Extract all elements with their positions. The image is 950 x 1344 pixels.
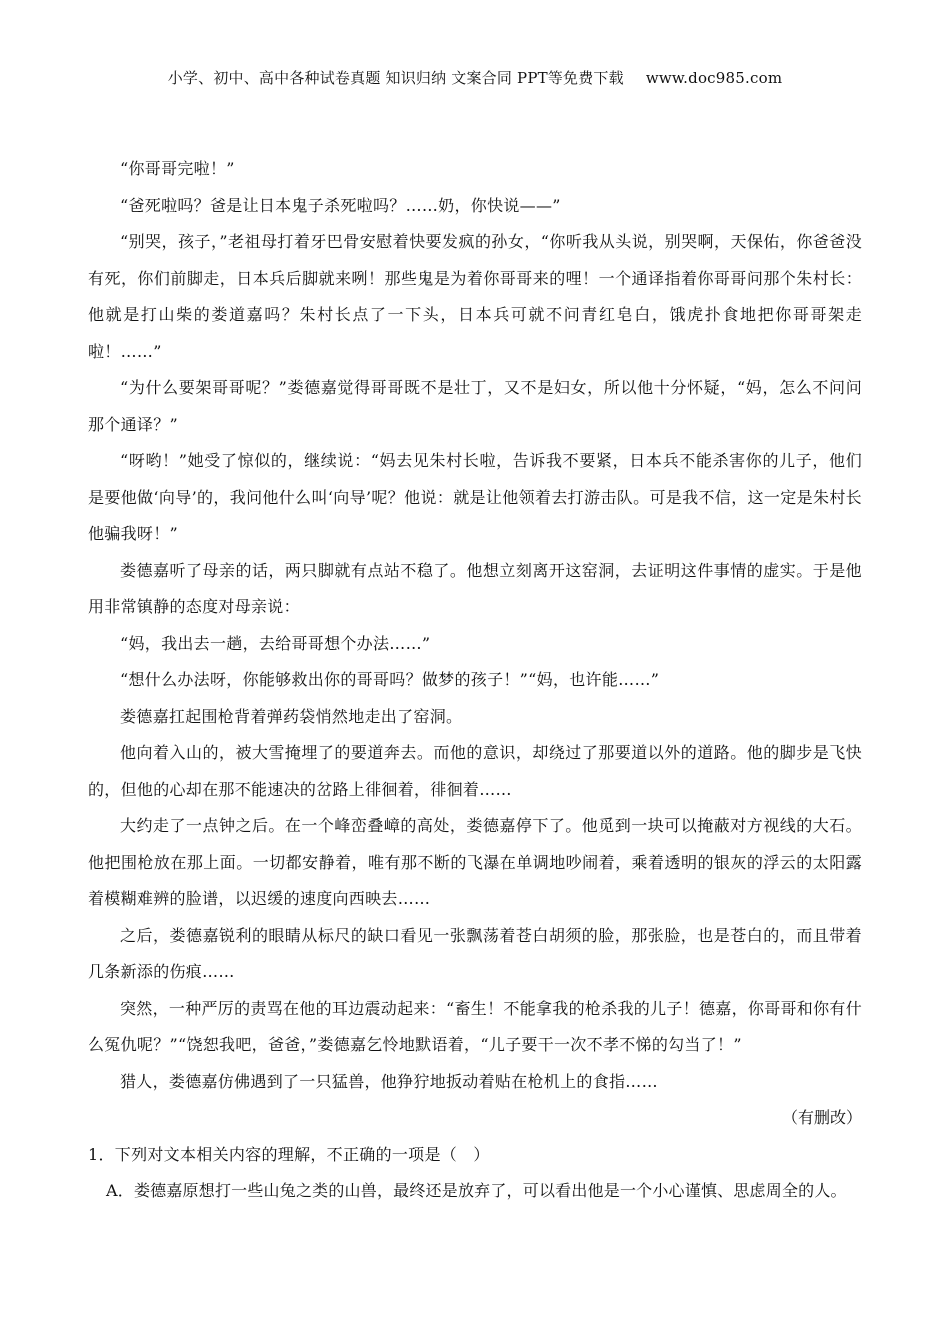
paragraph-4: “为什么要架哥哥呢？”娄德嘉觉得哥哥既不是壮丁，又不是妇女，所以他十分怀疑，“妈，怎么不问问那个通译？” bbox=[88, 378, 862, 434]
article-body bbox=[88, 151, 862, 1210]
paragraph-12: 之后，娄德嘉锐利的眼睛从标尺的缺口看见一张飘荡着苍白胡须的脸，那张脸，也是苍白的，而且带着几条新添的伤痕…… bbox=[88, 925, 862, 981]
paragraph-1: “你哥哥完啦！” bbox=[120, 159, 235, 178]
paragraph-10: 他向着入山的，被大雪掩埋了的要道奔去。而他的意识，却绕过了那要道以外的道路。他的脚步是飞快的，但他的心却在那不能速决的岔路上徘徊着，徘徊着…… bbox=[88, 743, 862, 799]
paragraph-3: “别哭，孩子，”老祖母打着牙巴骨安慰着快要发疯的孙女，“你听我从头说，别哭啊，天保佑，你爸爸没有死，你们前脚走，日本兵后脚就来咧！那些鬼是为着你哥哥来的哩！一个通译指着你哥哥问那个朱村长：他就是打山柴的娄道嘉吗？朱村长点了一下头，日本兵可就不问青红皂白，饿虎扑食地把你哥哥架走啦！……” bbox=[88, 232, 862, 361]
question-option-a: A．娄德嘉原想打一些山兔之类的山兽，最终还是放弃了，可以看出他是一个小心谨慎、思虑周全的人。 bbox=[106, 1181, 847, 1200]
paragraph-7: “妈，我出去一趟，去给哥哥想个办法……” bbox=[120, 633, 431, 653]
header-text: 小学、初中、高中各种试卷真题 知识归纳 文案合同 PPT等免费下载 bbox=[167, 69, 624, 87]
paragraph-8: “想什么办法呀，你能够救出你的哥哥吗？做梦的孩子！”“妈，也许能……” bbox=[120, 670, 660, 689]
question-stem: 1．下列对文本相关内容的理解，不正确的一项是（ ） bbox=[88, 1144, 490, 1164]
source-note: （有删改） bbox=[781, 1108, 862, 1127]
paragraph-13: 突然，一种严厉的责骂在他的耳边震动起来：“畜生！不能拿我的枪杀我的儿子！德嘉，你哥哥和你有什么冤仇呢？”“饶恕我吧，爸爸，”娄德嘉乞怜地默语着，“儿子要干一次不孝不悌的勾当了！” bbox=[88, 998, 862, 1054]
header-url[interactable]: www.doc985.com bbox=[645, 69, 783, 87]
paragraph-6: 娄德嘉听了母亲的话，两只脚就有点站不稳了。他想立刻离开这窑洞，去证明这件事情的虚实。于是他用非常镇静的态度对母亲说： bbox=[88, 560, 862, 616]
paragraph-9: 娄德嘉扛起围枪背着弹药袋悄然地走出了窑洞。 bbox=[120, 706, 463, 726]
paragraph-14: 猎人，娄德嘉仿佛遇到了一只猛兽，他狰狞地扳动着贴在枪机上的食指…… bbox=[120, 1071, 658, 1091]
page-header bbox=[0, 67, 950, 88]
paragraph-11: 大约走了一点钟之后。在一个峰峦叠嶂的高处，娄德嘉停下了。他觅到一块可以掩蔽对方视线的大石。他把围枪放在那上面。一切都安静着，唯有那不断的飞瀑在单调地吵闹着，乘着透明的银灰的浮云的太阳露着模糊难辨的脸谱，以迟缓的速度向西映去…… bbox=[88, 816, 862, 908]
paragraph-5: “呀哟！”她受了惊似的，继续说：“妈去见朱村长啦，告诉我不要紧，日本兵不能杀害你的儿子，他们是要他做‘向导’的，我问他什么叫‘向导’呢？他说：就是让他领着去打游击队。可是我不信，这一定是朱村长他骗我呀！” bbox=[88, 451, 862, 543]
paragraph-2: “爸死啦吗？爸是让日本鬼子杀死啦吗？……奶，你快说——” bbox=[120, 195, 561, 215]
